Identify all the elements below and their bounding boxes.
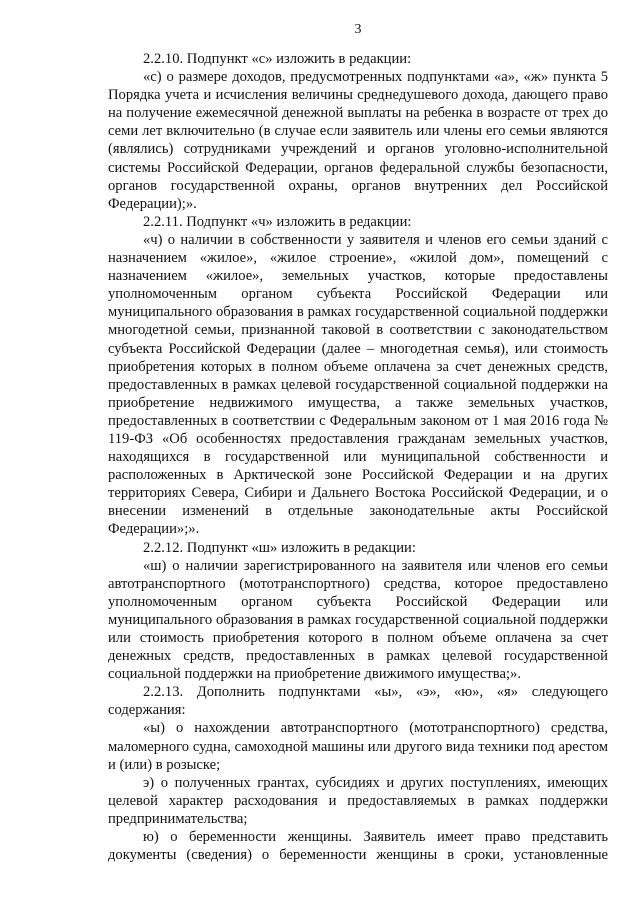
paragraph-subitem-ch: «ч) о наличии в собственности у заявителя и членов его семьи зданий с назначением «жилое», «жилое строение», «жилой дом», помещений с назначением «жилое», земельных участков, которые предоставлены уполномоченным органом субъекта Российской Федерации или муниципального образования в рамках государственной социальной поддержки многодетной семьи, признанной таковой в соответствии с законодательством субъекта Российской Федерации (далее – многодетная семья), или стоимость приобретения которых в полном объеме оплачена за счет денежных средств, предоставленных в рамках целевой государственной социальной поддержки на приобретение недвижимого имущества, а также земельных участков, предоставленных в соответствии с Федеральным законом от 1 мая 2016 года № 119-ФЗ «Об особенностях предоставления гражданам земельных участков, находящихся в государственной или муниципальной собственности и расположенных в Арктической зоне Российской Федерации и на других территориях Севера, Сибири и Дальнего Востока Российской Федерации, и о внесении изменений в отдельные законодательные акты Российской Федерации»;». xyxy=(108,231,608,538)
paragraph-2-2-13-heading: 2.2.13. Дополнить подпунктами «ы», «э», «ю», «я» следующего содержания: xyxy=(108,684,608,719)
paragraph-subitem-y: «ы) о нахождении автотранспортного (мототранспортного) средства, маломерного судна, самоходной машины или другого вида техники под арестом и (или) в розыске; xyxy=(108,720,608,773)
paragraph-subitem-s: «с) о размере доходов, предусмотренных подпунктами «а», «ж» пункта 5 Порядка учета и исчисления величины среднедушевого дохода, дающего право на получение ежемесячной денежной выплаты на ребенка в возрасте от трех до семи лет включительно (в случае если заявитель или члены его семьи являются (являлись) сотрудниками учреждений и органов уголовно-исполнительной системы Российской Федерации, органов федеральной службы безопасности, органов государственной охраны, органов внутренних дел Российской Федерации);». xyxy=(108,69,608,212)
paragraph-subitem-sh: «ш) о наличии зарегистрированного на заявителя или членов его семьи автотранспортного (мототранспортного) средства, которое предоставлено уполномоченным органом субъекта Российской Федерации или муниципального образования в рамках государственной социальной поддержки или стоимость приобретения которого в полном объеме оплачена за счет денежных средств, предоставленных в рамках целевой государственной социальной поддержки на приобретение движимого имущества;». xyxy=(108,557,608,683)
document-page xyxy=(108,0,608,905)
paragraph-2-2-10-heading: 2.2.10. Подпункт «с» изложить в редакции: xyxy=(143,51,412,67)
paragraph-2-2-11-heading: 2.2.11. Подпункт «ч» изложить в редакции: xyxy=(143,213,412,230)
page-number: 3 xyxy=(354,22,362,37)
document-body xyxy=(108,50,608,864)
paragraph-subitem-yu: ю) о беременности женщины. Заявитель имеет право представить документы (сведения) о беременности женщины в сроки, установленные xyxy=(108,829,608,864)
paragraph-subitem-e: э) о полученных грантах, субсидиях и других поступлениях, имеющих целевой характер расходования и предоставляемых в рамках поддержки предпринимательства; xyxy=(108,774,608,827)
paragraph-2-2-12-heading: 2.2.12. Подпункт «ш» изложить в редакции: xyxy=(143,539,416,556)
